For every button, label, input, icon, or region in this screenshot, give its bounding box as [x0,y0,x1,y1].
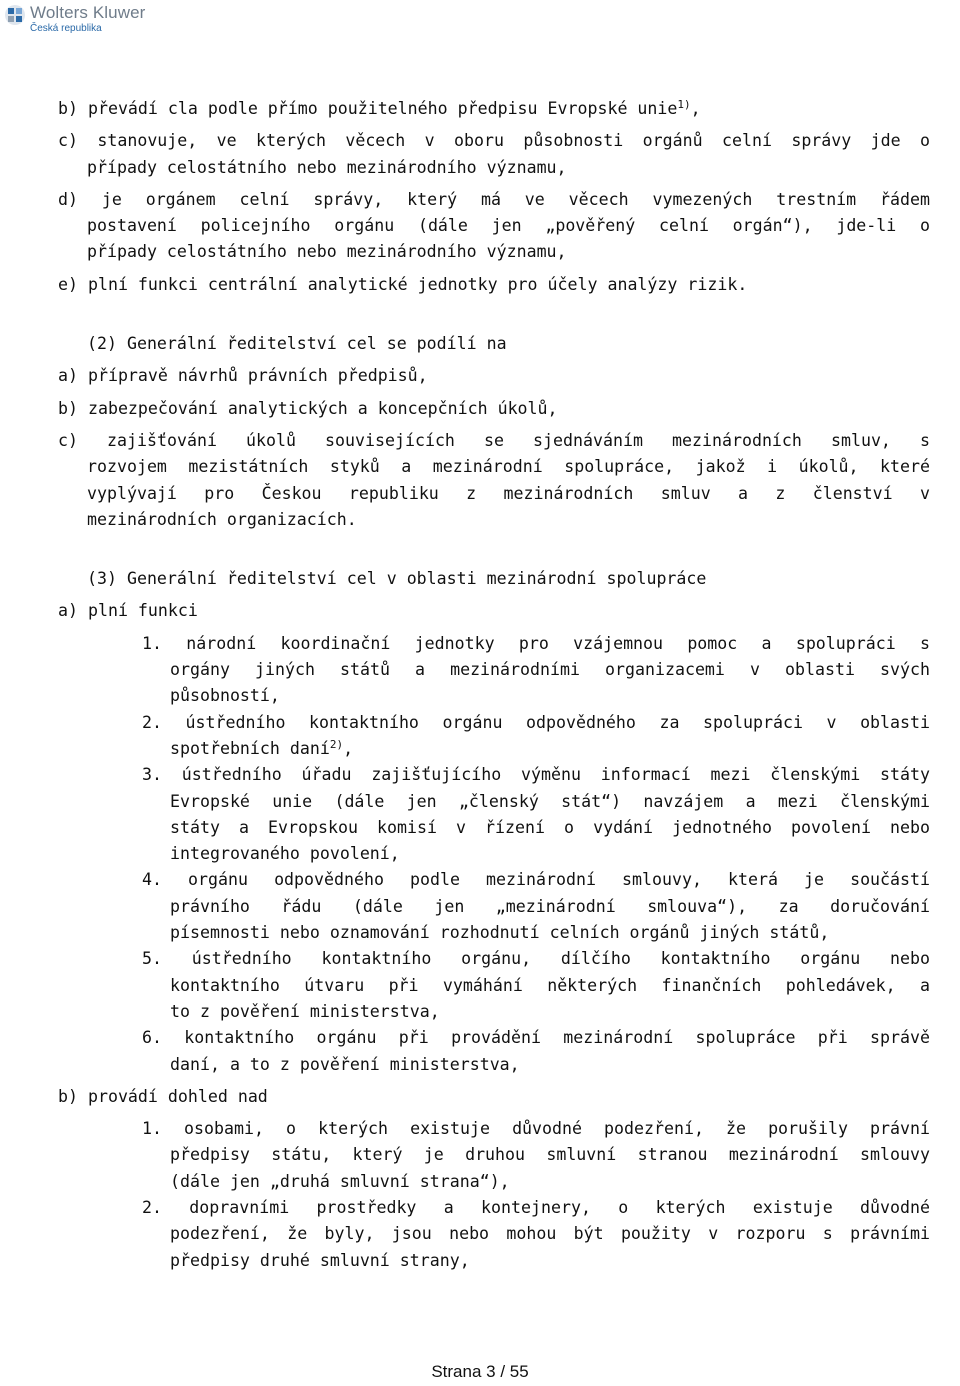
text-line: , [690,99,701,118]
item-2c-cont: mezinárodních organizacích. [87,509,357,529]
document-body [58,96,930,1274]
item-3a-5-cont: kontaktního útvaru při vymáhání některých finančních pohledávek, a [170,975,930,995]
item-3b-2-cont: podezření, že byly, jsou nebo mohou být použity v rozporu s právními [170,1224,930,1244]
item-3b-2-cont: předpisy druhé smluvní strany, [170,1250,470,1270]
footnote-ref[interactable]: 2) [329,737,344,751]
item-3a-1-cont: působností, [170,686,280,706]
item-3b: b) provádí dohled nad [58,1086,268,1106]
paragraph-3-heading: (3) Generální ředitelství cel v oblasti mezinárodní spolupráce [87,569,707,589]
item-3a-6-cont: daní, a to z pověření ministerstva, [170,1054,520,1074]
item-1d-cont: postavení policejního orgánu (dále jen „pověřený celní orgán“), jde-li o [87,216,930,236]
item-1d: d) je orgánem celní správy, který má ve věcech vymezených trestním řádem [58,189,930,209]
item-3a-5: 5. ústředního kontaktního orgánu, dílčího kontaktního orgánu nebo [142,949,930,969]
paragraph-2-heading: (2) Generální ředitelství cel se podílí na [87,334,507,354]
item-3a: a) plní funkci [58,601,198,621]
item-3a-2-cont [170,736,930,762]
item-1c-cont: případy celostátního nebo mezinárodního významu, [87,157,567,177]
item-3b-1: 1. osobami, o kterých existuje důvodné podezření, že porušily právní [142,1119,930,1139]
brand-subname: Česká republika [30,23,102,34]
item-3a-3-cont: Evropské unie (dále jen „členský stát“) navzájem a mezi členskými [170,791,930,811]
item-2b: b) zabezpečování analytických a koncepčních úkolů, [58,398,558,418]
brand-logo [4,4,145,34]
text-line: b) převádí cla podle přímo použitelného předpisu Evropské unie [58,99,678,118]
wolters-kluwer-logo-icon [4,4,26,26]
item-1d-cont: případy celostátního nebo mezinárodního významu, [87,242,567,262]
item-3a-3-cont: státy a Evropskou komisí v řízení o vydání jednotného povolení nebo [170,817,930,837]
item-3a-1: 1. národní koordinační jednotky pro vzájemnou pomoc a spolupráci s [142,633,930,653]
item-2c-cont: rozvojem mezistátních styků a mezinárodní spolupráce, jakož i úkolů, které [87,457,930,477]
item-1b [58,96,930,122]
item-3a-5-cont: to z pověření ministerstva, [170,1001,440,1021]
item-3a-4-cont: písemnosti nebo oznamování rozhodnutí celních orgánů jiných států, [170,923,830,943]
item-3a-2: 2. ústředního kontaktního orgánu odpovědného za spolupráci v oblasti [142,712,930,732]
text-line: spotřebních daní [170,738,330,758]
item-2a: a) přípravě návrhů právních předpisů, [58,366,428,386]
item-3b-2: 2. dopravními prostředky a kontejnery, o kterých existuje důvodné [142,1197,930,1217]
item-3a-3-cont: integrovaného povolení, [170,844,400,864]
item-2c: c) zajišťování úkolů souvisejících se sjednáváním mezinárodních smluv, s [58,430,930,450]
footnote-ref[interactable]: 1) [677,98,691,111]
item-3b-1-cont: (dále jen „druhá smluvní strana“), [170,1171,510,1191]
item-3a-4: 4. orgánu odpovědného podle mezinárodní smlouvy, která je součástí [142,870,930,890]
item-3b-1-cont: předpisy státu, který je druhou smluvní stranou mezinárodní smlouvy [170,1145,930,1165]
brand-name: Wolters Kluwer [30,3,146,22]
item-3a-3: 3. ústředního úřadu zajišťujícího výměnu informací mezi členskými státy [142,765,930,785]
item-3a-1-cont: orgány jiných států a mezinárodními organizacemi v oblasti svých [170,660,930,680]
item-1c: c) stanovuje, ve kterých věcech v oboru působnosti orgánů celní správy jde o [58,131,930,151]
page-number: Strana 3 / 55 [431,1362,529,1381]
item-3a-6: 6. kontaktního orgánu při provádění mezinárodní spolupráce při správě [142,1028,930,1048]
text-line: , [343,738,354,758]
item-3a-4-cont: právního řádu (dále jen „mezinárodní smlouva“), za doručování [170,896,930,916]
item-1e: e) plní funkci centrální analytické jednotky pro účely analýzy rizik. [58,274,748,294]
item-2c-cont: vyplývají pro Českou republiku z mezinárodních smluv a z členství v [87,483,930,503]
